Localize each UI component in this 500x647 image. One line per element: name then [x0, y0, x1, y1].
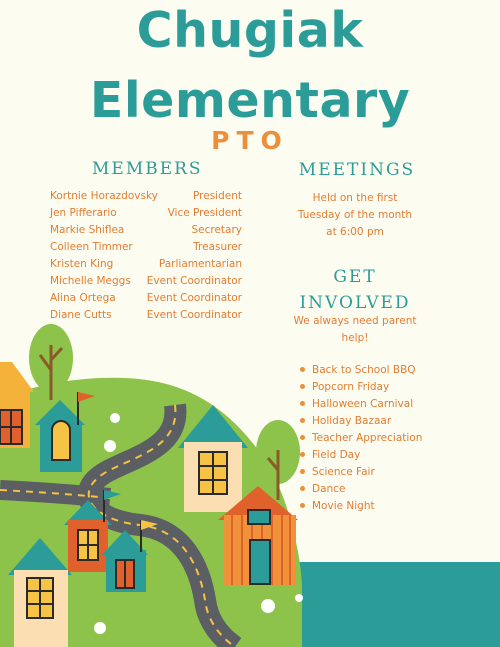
get-involved-heading-line: GET: [333, 267, 377, 287]
meetings-heading: MEETINGS: [298, 160, 416, 180]
bullet-icon: [300, 503, 305, 508]
list-item: [300, 364, 416, 381]
bullet-icon: [300, 401, 305, 406]
event-label: Teacher Appreciation: [312, 432, 423, 444]
event-label: Halloween Carnival: [312, 398, 414, 410]
bullet-icon: [300, 384, 305, 389]
member-role: President: [193, 190, 242, 202]
list-item: [300, 483, 345, 500]
page-subtitle: PTO: [211, 126, 289, 155]
bullet-icon: [300, 452, 305, 457]
member-row: [50, 258, 242, 275]
list-item: [300, 466, 375, 483]
list-item: [300, 398, 413, 415]
member-row: [50, 309, 242, 326]
bullet-icon: [300, 418, 305, 423]
member-role: Event Coordinator: [146, 292, 242, 304]
list-item: [300, 500, 375, 517]
list-item: [300, 432, 422, 449]
event-label: Popcorn Friday: [312, 381, 390, 393]
page-title-line1: Chugiak: [136, 2, 364, 59]
bullet-icon: [300, 367, 305, 372]
bullet-icon: [300, 486, 305, 491]
list-item: [300, 415, 391, 432]
member-role: Vice President: [167, 207, 242, 219]
event-label: Science Fair: [312, 466, 375, 478]
meetings-line: at 6:00 pm: [326, 226, 384, 238]
event-label: Movie Night: [312, 500, 375, 512]
member-name: Colleen Timmer: [50, 241, 133, 253]
teal-band: [270, 562, 500, 647]
event-label: Back to School BBQ: [312, 364, 416, 376]
page-title-line2: Elementary: [89, 72, 411, 129]
member-row: [50, 190, 242, 207]
get-involved-text-line: help!: [341, 332, 369, 344]
event-label: Dance: [312, 483, 346, 495]
bullet-icon: [300, 469, 305, 474]
member-row: [50, 275, 242, 292]
meetings-line: Held on the first: [312, 192, 398, 204]
member-name: Kristen King: [50, 258, 114, 270]
get-involved-heading: [290, 264, 420, 316]
get-involved-text-line: We always need parent: [293, 315, 417, 327]
house-left-roof: [0, 362, 34, 392]
event-label: Field Day: [312, 449, 361, 461]
bullet-icon: [300, 435, 305, 440]
member-role: Event Coordinator: [146, 275, 242, 287]
member-name: Diane Cutts: [50, 309, 112, 321]
member-row: [50, 207, 242, 224]
list-item: [300, 381, 389, 398]
member-name: Markie Shiflea: [50, 224, 125, 236]
member-name: Jen Pifferario: [50, 207, 117, 219]
meetings-line: Tuesday of the month: [297, 209, 413, 221]
get-involved-heading-line: INVOLVED: [299, 293, 411, 313]
member-name: Michelle Meggs: [50, 275, 131, 287]
list-item: [300, 449, 360, 466]
member-role: Treasurer: [193, 241, 242, 253]
member-row: [50, 241, 242, 258]
member-row: [50, 292, 242, 309]
get-involved-text: [288, 313, 422, 347]
member-role: Secretary: [191, 224, 242, 236]
member-name: Alina Ortega: [50, 292, 116, 304]
member-role: Parliamentarian: [158, 258, 242, 270]
meetings-info: [288, 190, 422, 241]
event-label: Holiday Bazaar: [312, 415, 392, 427]
member-name: Kortnie Horazdovsky: [50, 190, 158, 202]
member-row: [50, 224, 242, 241]
member-role: Event Coordinator: [146, 309, 242, 321]
members-heading: MEMBERS: [92, 159, 203, 179]
